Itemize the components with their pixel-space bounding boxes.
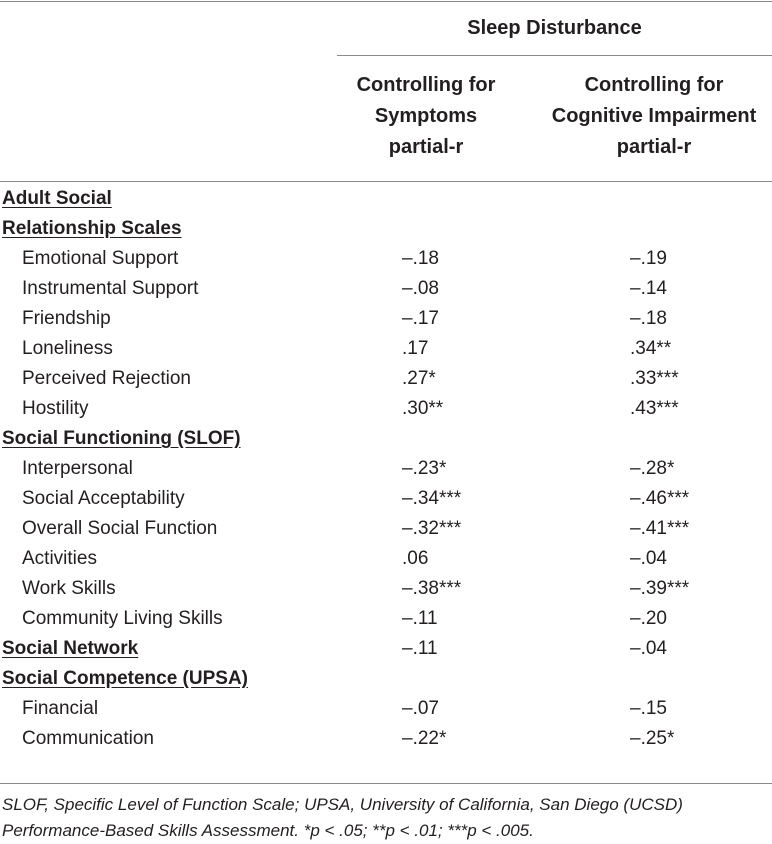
column-header-line: Controlling for (356, 74, 496, 96)
cell-cognitive: –.15 (630, 698, 667, 719)
cell-symptoms: –.32*** (402, 518, 462, 539)
table-row (0, 334, 772, 364)
cell-cognitive: –.18 (630, 308, 667, 329)
cell-symptoms: –.11 (402, 608, 438, 629)
section-heading: Social Functioning (SLOF) (2, 428, 241, 449)
cell-cognitive: –.04 (630, 548, 667, 569)
column-header-line: partial-r (616, 136, 692, 158)
cell-symptoms: –.23* (402, 458, 447, 479)
cell-cognitive: –.14 (630, 278, 667, 299)
row-label: Instrumental Support (22, 278, 199, 299)
table-row (0, 694, 772, 724)
table-row (0, 544, 772, 574)
header-bottom-rule (0, 181, 772, 182)
cell-symptoms: –.07 (402, 698, 439, 719)
row-label: Financial (22, 698, 99, 719)
table-row (0, 274, 772, 304)
cell-cognitive: –.04 (630, 638, 667, 659)
cell-cognitive: .34** (630, 338, 672, 359)
footnote-line: SLOF, Specific Level of Function Scale; UPSA, University of California, San Diego (UCSD) (2, 795, 683, 814)
table-row (0, 394, 772, 424)
row-label: Activities (22, 548, 97, 569)
section-heading-row (0, 184, 772, 214)
column-header-line: Controlling for (584, 74, 724, 96)
cell-cognitive: .43*** (630, 398, 679, 419)
cell-symptoms: –.18 (402, 248, 439, 269)
row-label: Emotional Support (22, 248, 179, 269)
group-header: Sleep Disturbance (467, 17, 642, 39)
column-header-line: Symptoms (374, 105, 478, 127)
table-row (0, 724, 772, 754)
table-row (0, 244, 772, 274)
cell-symptoms: .17 (402, 338, 429, 359)
cell-symptoms: –.11 (402, 638, 438, 659)
section-heading-row (0, 634, 772, 664)
table-row (0, 604, 772, 634)
section-heading-row (0, 424, 772, 454)
section-heading: Social Competence (UPSA) (2, 668, 248, 689)
table-top-rule (0, 1, 772, 2)
cell-symptoms: –.08 (402, 278, 439, 299)
table-row (0, 364, 772, 394)
table-body (0, 184, 772, 754)
section-heading: Relationship Scales (2, 218, 182, 239)
cell-symptoms: –.34*** (402, 488, 462, 509)
cell-symptoms: .30** (402, 398, 444, 419)
cell-cognitive: –.20 (630, 608, 667, 629)
column-header-line: partial-r (388, 136, 464, 158)
cell-cognitive: –.28* (630, 458, 675, 479)
row-label: Community Living Skills (22, 608, 223, 629)
table-row (0, 304, 772, 334)
row-label: Overall Social Function (22, 518, 218, 539)
cell-cognitive: .33*** (630, 368, 679, 389)
cell-symptoms: –.38*** (402, 578, 462, 599)
row-label: Work Skills (22, 578, 116, 599)
cell-cognitive: –.39*** (630, 578, 690, 599)
cell-symptoms: –.17 (402, 308, 439, 329)
row-label: Social Acceptability (22, 488, 185, 509)
row-label: Communication (22, 728, 154, 749)
table-row (0, 514, 772, 544)
section-heading-row (0, 664, 772, 694)
section-heading: Adult Social (2, 188, 112, 209)
group-header-rule (337, 55, 772, 56)
cell-cognitive: –.41*** (630, 518, 690, 539)
column-header-cognitive (539, 70, 769, 163)
cell-symptoms: .27* (402, 368, 436, 389)
section-heading-row (0, 214, 772, 244)
table-footnote (2, 792, 772, 844)
row-label: Perceived Rejection (22, 368, 191, 389)
column-header-line: Cognitive Impairment (551, 105, 757, 127)
table-bottom-rule (0, 783, 772, 784)
section-heading: Social Network (2, 638, 139, 659)
cell-symptoms: .06 (402, 548, 429, 569)
row-label: Hostility (22, 398, 89, 419)
cell-cognitive: –.19 (630, 248, 667, 269)
table-row (0, 454, 772, 484)
row-label: Loneliness (22, 338, 113, 359)
cell-symptoms: –.22* (402, 728, 447, 749)
column-header-symptoms (311, 70, 541, 163)
row-label: Friendship (22, 308, 111, 329)
table-row (0, 574, 772, 604)
cell-cognitive: –.25* (630, 728, 675, 749)
table-row (0, 484, 772, 514)
row-label: Interpersonal (22, 458, 133, 479)
cell-cognitive: –.46*** (630, 488, 690, 509)
footnote-line: Performance-Based Skills Assessment. *p < .05; **p < .01; ***p < .005. (2, 821, 534, 840)
